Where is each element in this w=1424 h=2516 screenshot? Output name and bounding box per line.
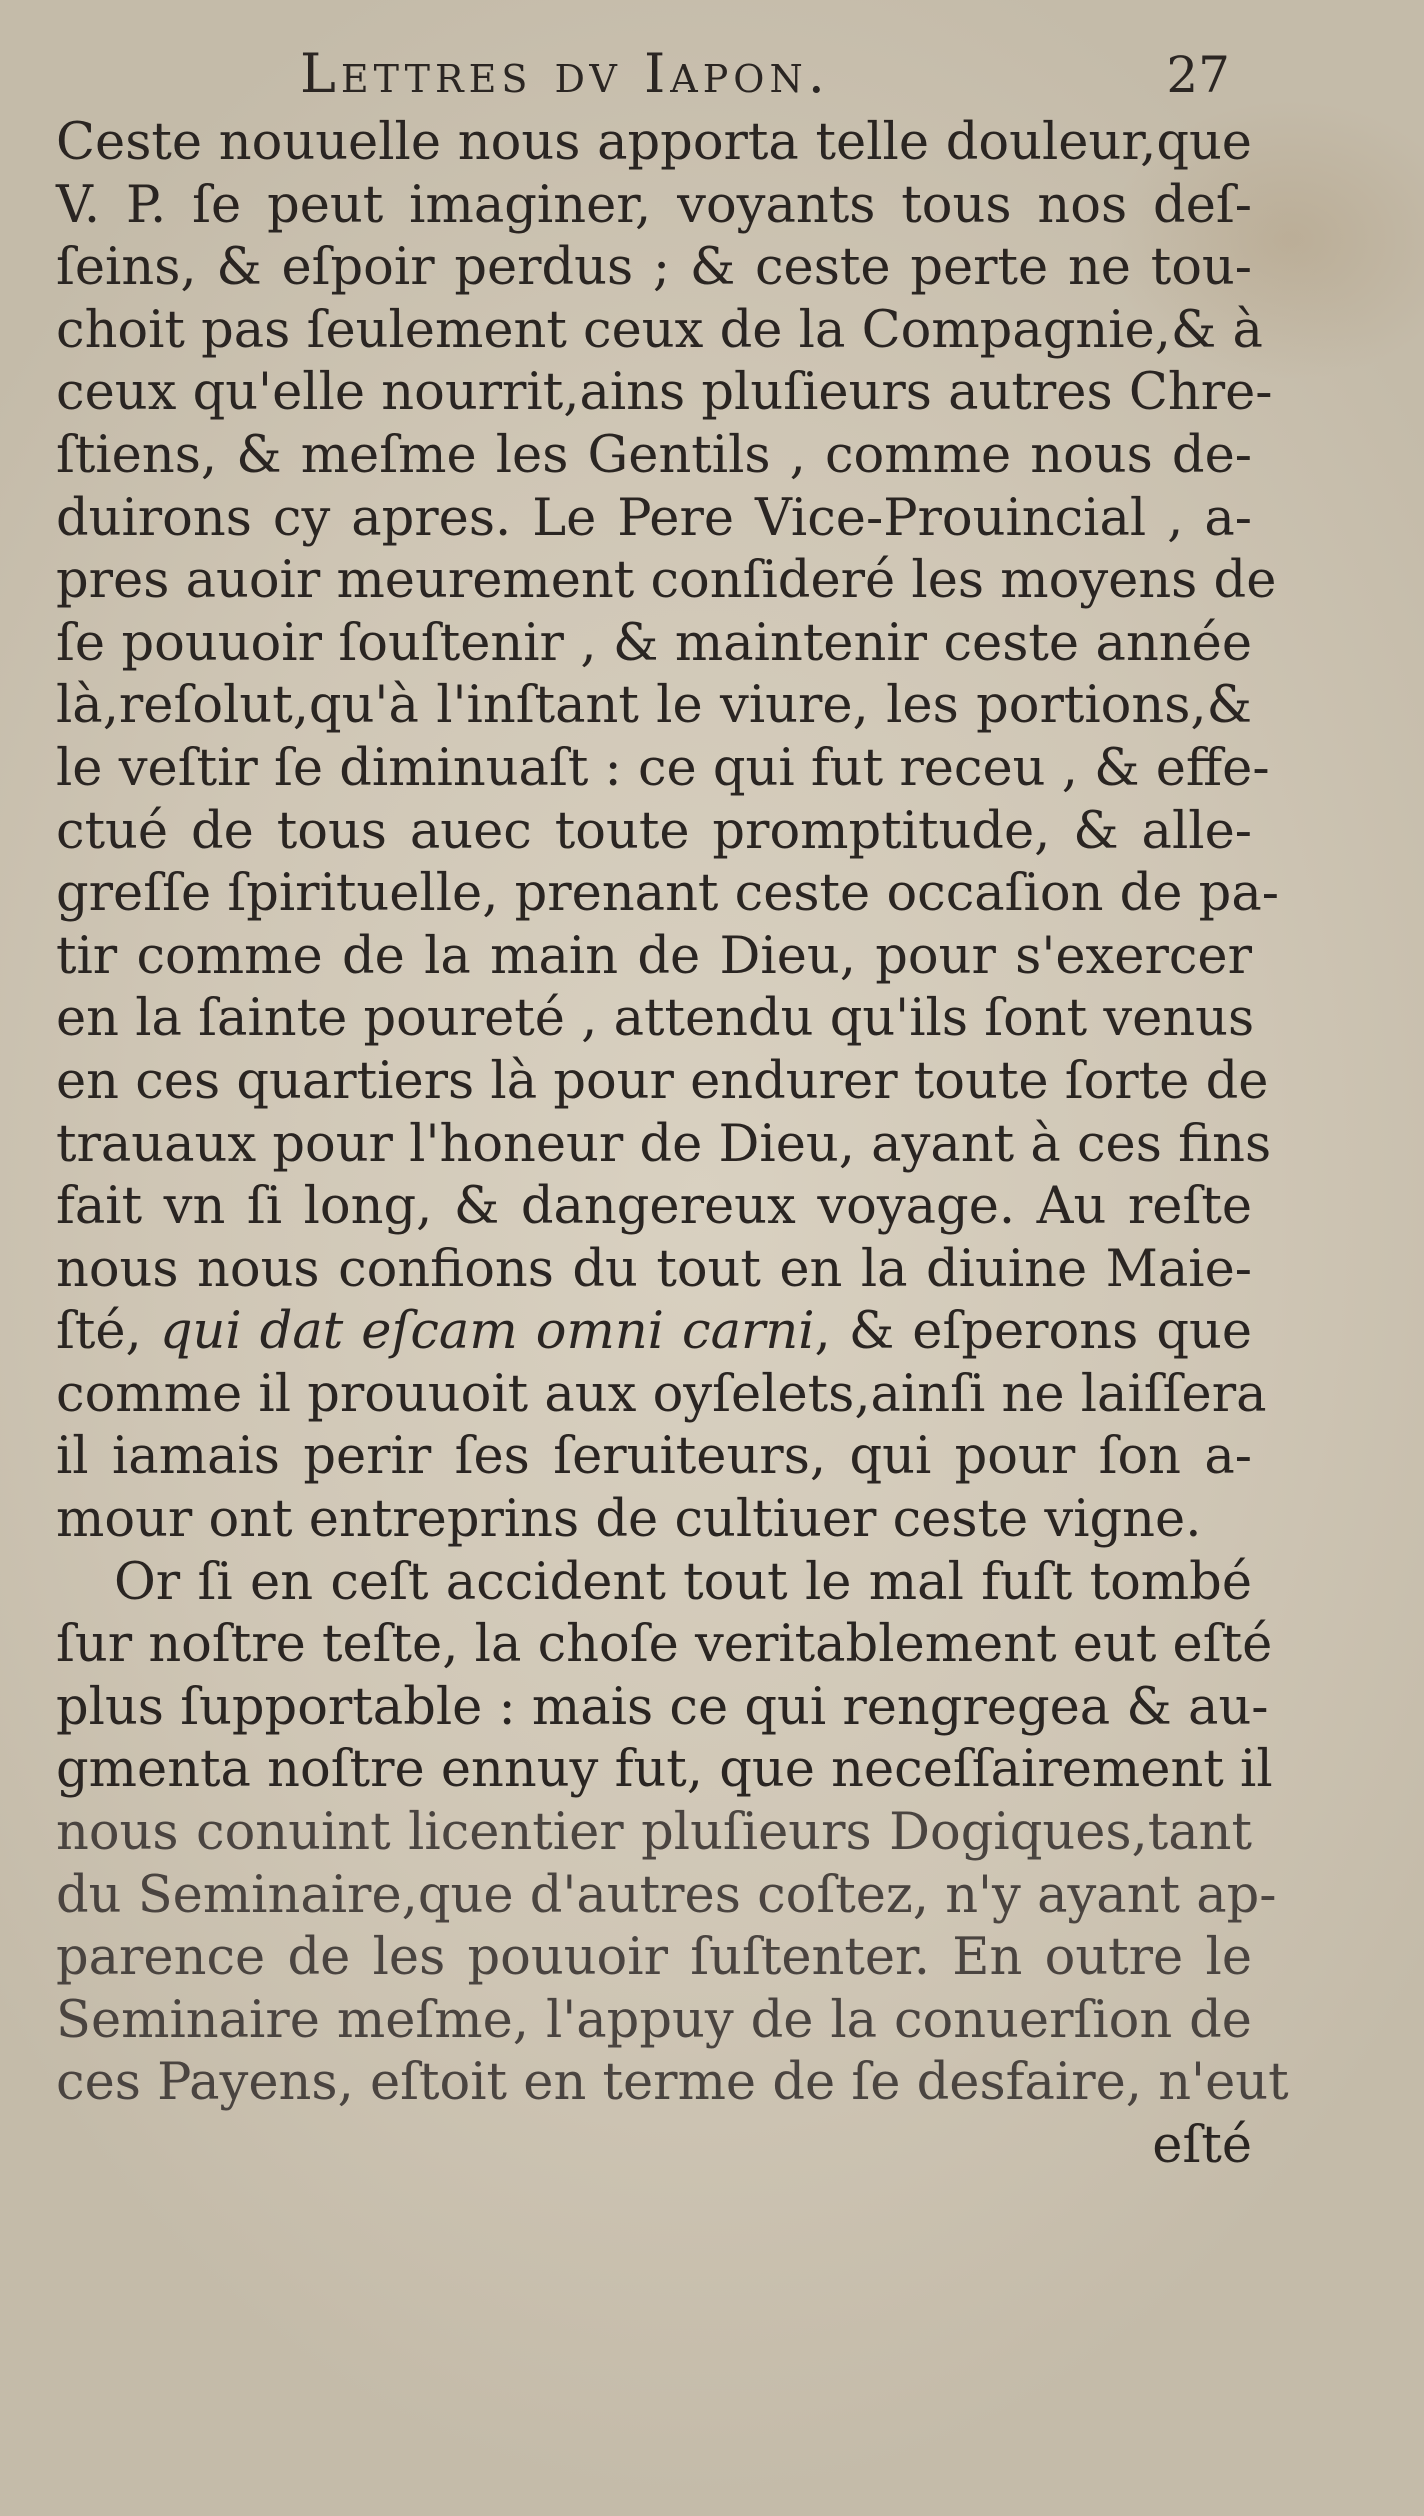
text-line: Ceste nouuelle nous apporta telle douleur,que (56, 113, 1252, 172)
paragraph-first-line: Or ſi en ceſt accident tout le mal fuſt tombé (114, 1552, 1252, 1612)
text-line: il iamais perir ſes ſeruiteurs, qui pour ſon a- (56, 1427, 1252, 1487)
text-line: plus ſupportable : mais ce qui rengregea & au- (56, 1677, 1269, 1737)
text-line: là,reſolut,qu'à l'inſtant le viure, les portions,& (56, 676, 1252, 736)
text-line: ceux qu'elle nourrit,ains pluſieurs autres Chre- (56, 363, 1273, 423)
text-line: ſtiens, & meſme les Gentils , comme nous de- (56, 425, 1252, 485)
text-line: nous conuint licentier pluſieurs Dogiques,tant (56, 1803, 1252, 1863)
text-line: ſe pouuoir ſouſtenir , & maintenir ceste année (56, 613, 1252, 673)
text-line: du Seminaire,que d'autres coſtez, n'y ayant ap- (56, 1865, 1277, 1925)
text-line: greſſe ſpirituelle, prenant ceste occaſion de pa- (56, 864, 1279, 924)
page-number: 27 (1166, 46, 1230, 104)
text-fragment: ſté, (56, 1302, 142, 1362)
running-title: Lettres dv Iapon. (300, 42, 830, 105)
text-line: mour ont entreprins de cultiuer ceste vigne. (56, 1490, 1202, 1550)
text-line: gmenta noſtre ennuy fut, que neceſſairement il (56, 1740, 1273, 1800)
text-line-with-latin (56, 1301, 1252, 1364)
text-line: V. P. ſe peut imaginer, voyants tous nos deſ- (56, 175, 1252, 235)
text-line: Seminaire meſme, l'appuy de la conuerſion de (56, 1990, 1252, 2050)
text-line: en ces quartiers là pour endurer toute ſorte de (56, 1051, 1269, 1111)
body-text (56, 112, 1289, 2178)
text-line: duirons cy apres. Le Pere Vice-Prouincial , a- (56, 488, 1252, 548)
text-line: ſur noſtre teſte, la choſe veritablement eut eſté (56, 1615, 1273, 1675)
text-line: parence de les pouuoir ſuſtenter. En outre le (56, 1928, 1252, 1988)
text-fragment: , & eſperons que (814, 1302, 1253, 1362)
text-line: pres auoir meurement conſideré les moyens de (56, 551, 1277, 611)
text-line: en la ſainte poureté , attendu qu'ils ſont venus (56, 989, 1255, 1049)
text-line: le veſtir ſe diminuaſt : ce qui fut receu , & effe- (56, 738, 1270, 798)
text-line: nous nous confions du tout en la diuine Maie- (56, 1239, 1252, 1299)
text-line: choit pas ſeulement ceux de la Compagnie,& à (56, 300, 1263, 360)
latin-quotation: qui dat eſcam omni carni (159, 1302, 815, 1362)
text-line: ces Payens, eſtoit en terme de ſe desfaire, n'eut (56, 2053, 1289, 2113)
text-line: comme il prouuoit aux oyſelets,ainſi ne laiſſera (56, 1364, 1267, 1424)
text-line: tir comme de la main de Dieu, pour s'exercer (56, 926, 1252, 986)
text-line: ctué de tous auec toute promptitude, & alle- (56, 801, 1252, 861)
text-line: trauaux pour l'honeur de Dieu, ayant à ces fins (56, 1114, 1272, 1174)
page-header (300, 42, 1230, 112)
text-line: ſeins, & eſpoir perdus ; & ceste perte ne tou- (56, 238, 1252, 298)
catchword: eſté (1152, 2116, 1252, 2175)
text-line: fait vn ſi long, & dangereux voyage. Au reſte (56, 1177, 1252, 1237)
